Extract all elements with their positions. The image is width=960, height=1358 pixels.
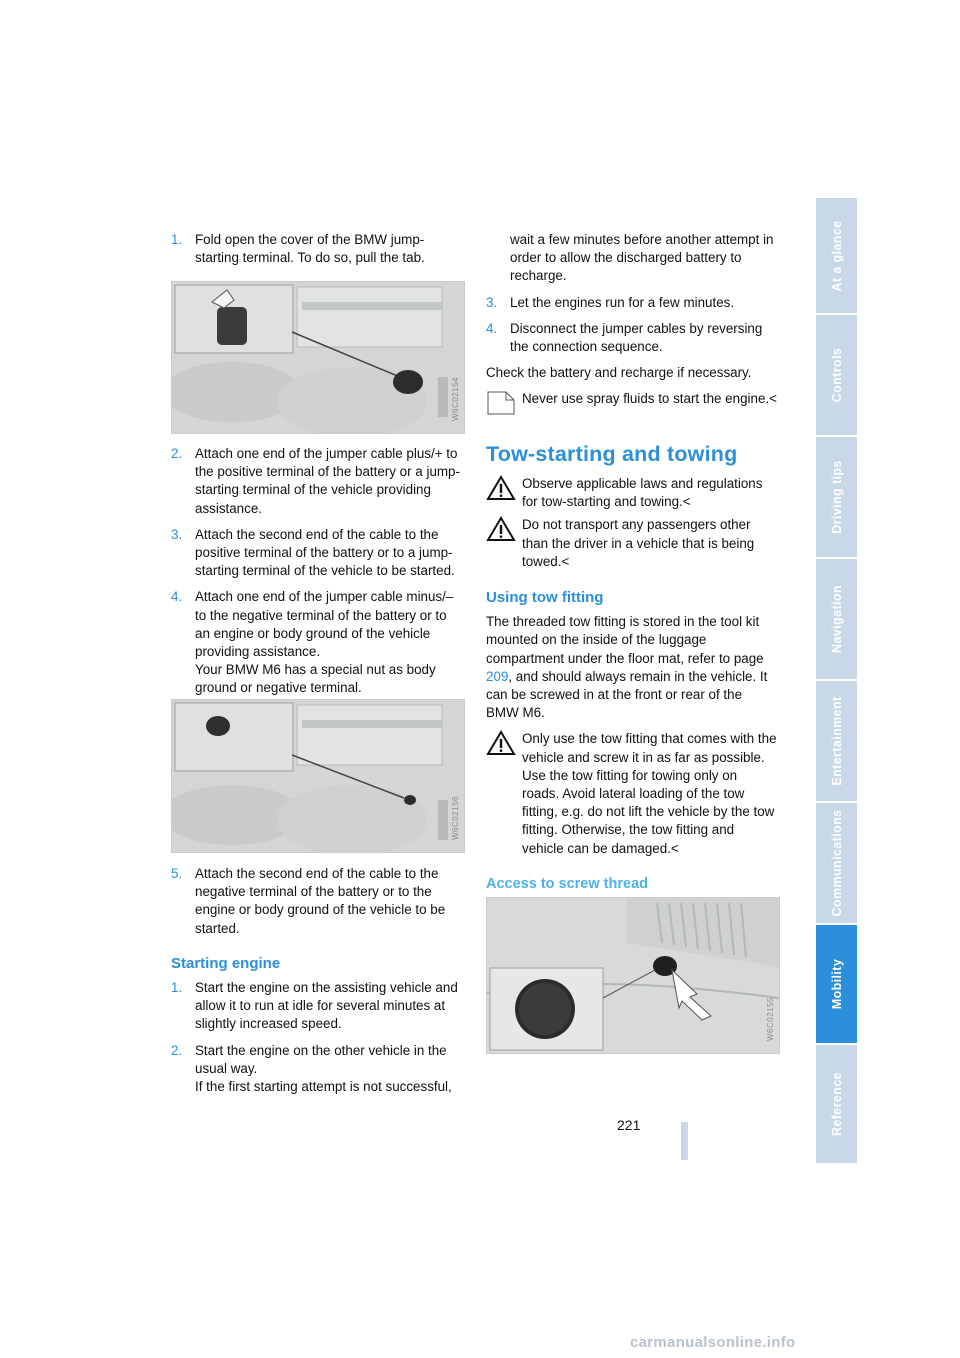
watermark: carmanualsonline.info — [630, 1334, 796, 1351]
warning-text: Only use the tow fitting that comes with the vehicle and screw it in as far as possible. Use the tow fitting for towing only on roads. Avoid lateral loading of the tow fitting, e.g. do not lift the vehicle by the tow fitting. Otherwise, the tow fitting and vehicle can be damaged.< — [522, 731, 777, 856]
warning-text: Do not transport any passengers other than the driver in a vehicle that is being towed.< — [522, 517, 755, 569]
tow-fitting-text-after: , and should always remain in the vehicle. It can be screwed in at the front or rear of the BMW M6. — [486, 668, 768, 721]
step-extra: If the first starting attempt is not successful, — [195, 1079, 452, 1095]
right-column — [486, 231, 778, 409]
step-4-right — [486, 320, 778, 356]
tab-label: Controls — [829, 347, 844, 403]
figure-id: W6C02154 — [451, 376, 460, 421]
warning-icon — [486, 730, 516, 756]
figure-jump-start-terminal — [171, 281, 465, 434]
step-text: Start the engine on the other vehicle in the usual way. — [195, 1042, 447, 1076]
tow-fitting-heading: Using tow fitting — [486, 589, 604, 607]
tab-communications[interactable] — [816, 803, 857, 923]
step-number: 5. — [171, 866, 183, 881]
page-reference-link[interactable]: 209 — [486, 668, 509, 684]
figure-id: W6C02156 — [451, 795, 460, 840]
tow-fitting-text — [486, 613, 778, 722]
tow-fitting-warning — [486, 730, 778, 857]
step-extra: Your BMW M6 has a special nut as body ground or negative terminal. — [195, 662, 436, 696]
access-heading: Access to screw thread — [486, 875, 648, 892]
tab-controls[interactable] — [816, 315, 857, 435]
starting-step-1 — [171, 979, 464, 1034]
step-text: Attach the second end of the cable to the negative terminal of the battery or to the engine or body ground of the vehicle to be started. — [195, 866, 446, 936]
step-number: 2. — [171, 446, 183, 461]
page-number: 221 — [617, 1117, 641, 1133]
step-text: Fold open the cover of the BMW jump-starting terminal. To do so, pull the tab. — [195, 232, 425, 266]
step-number: 3. — [171, 526, 183, 542]
left-column-steps — [171, 445, 464, 698]
step-number: 1. — [171, 232, 183, 247]
step-number: 1. — [171, 980, 183, 996]
right-column-tow — [486, 475, 778, 934]
step-number: 2. — [171, 1042, 183, 1058]
page-number-bar — [681, 1122, 688, 1160]
warning-text: Observe applicable laws and regulations for tow-starting and towing.< — [522, 476, 763, 510]
tab-label: Mobility — [829, 958, 844, 1010]
tab-label: Communications — [829, 809, 844, 917]
tab-entertainment[interactable] — [816, 681, 857, 801]
tab-navigation[interactable] — [816, 559, 857, 679]
step-text: Attach one end of the jumper cable minus/– to the negative terminal of the battery or to an engine or body ground of the vehicle providing assistance. — [195, 589, 454, 660]
tab-reference[interactable] — [816, 1045, 857, 1163]
section-tabs — [816, 198, 857, 1165]
tow-fitting-text-before: The threaded tow fitting is stored in the tool kit mounted on the inside of the luggage compartment under the floor mat, refer to page — [486, 614, 764, 666]
warning-2 — [486, 516, 778, 571]
step-text: Disconnect the jumper cables by reversing the connection sequence. — [510, 320, 763, 355]
tab-label: Entertainment — [829, 696, 844, 786]
continuation-text: wait a few minutes before another attempt in order to allow the discharged battery to recharge. — [510, 232, 774, 284]
tab-label: Navigation — [829, 585, 844, 653]
left-column-bottom — [171, 865, 464, 1096]
step-4 — [171, 588, 464, 697]
tab-label: Reference — [829, 1071, 844, 1137]
tab-label: Driving tips — [829, 460, 844, 534]
step-3 — [171, 526, 464, 581]
warning-icon — [486, 475, 516, 501]
step-1 — [171, 231, 464, 267]
step-number: 3. — [486, 294, 498, 310]
step-number: 4. — [486, 320, 498, 336]
starting-step-2 — [171, 1042, 464, 1097]
figure-id: W6C02155 — [766, 996, 775, 1041]
figure-ground-nut — [171, 699, 465, 853]
warning-icon — [486, 516, 516, 542]
note-icon — [486, 390, 516, 416]
tab-at-a-glance[interactable] — [816, 198, 857, 313]
note-spray — [486, 390, 778, 408]
figure-bumper-cover — [486, 897, 780, 1054]
step-text: Start the engine on the assisting vehicle and allow it to run at idle for several minutes at slightly increased speed. — [195, 980, 458, 1032]
step-text: Let the engines run for a few minutes. — [510, 294, 735, 310]
tab-label: At a glance — [829, 219, 844, 292]
left-column — [171, 231, 464, 267]
step-text: Attach the second end of the cable to the positive terminal of the battery or to a jump-starting terminal of the vehicle to be started. — [195, 526, 455, 579]
note-text: Never use spray fluids to start the engine.< — [522, 391, 777, 407]
step-5 — [171, 865, 464, 938]
check-battery-text: Check the battery and recharge if necessary. — [486, 365, 752, 381]
step-text: Attach one end of the jumper cable plus/+ to the positive terminal of the battery or a jump-starting terminal of the vehicle providing assistance. — [195, 446, 460, 516]
tow-section-heading: Tow-starting and towing — [486, 442, 738, 466]
tab-mobility[interactable] — [816, 925, 857, 1043]
tab-driving-tips[interactable] — [816, 437, 857, 557]
step-2 — [171, 445, 464, 518]
warning-1 — [486, 475, 778, 511]
starting-engine-heading: Starting engine — [171, 954, 281, 972]
step-number: 4. — [171, 589, 183, 605]
step-3-right — [486, 294, 778, 312]
